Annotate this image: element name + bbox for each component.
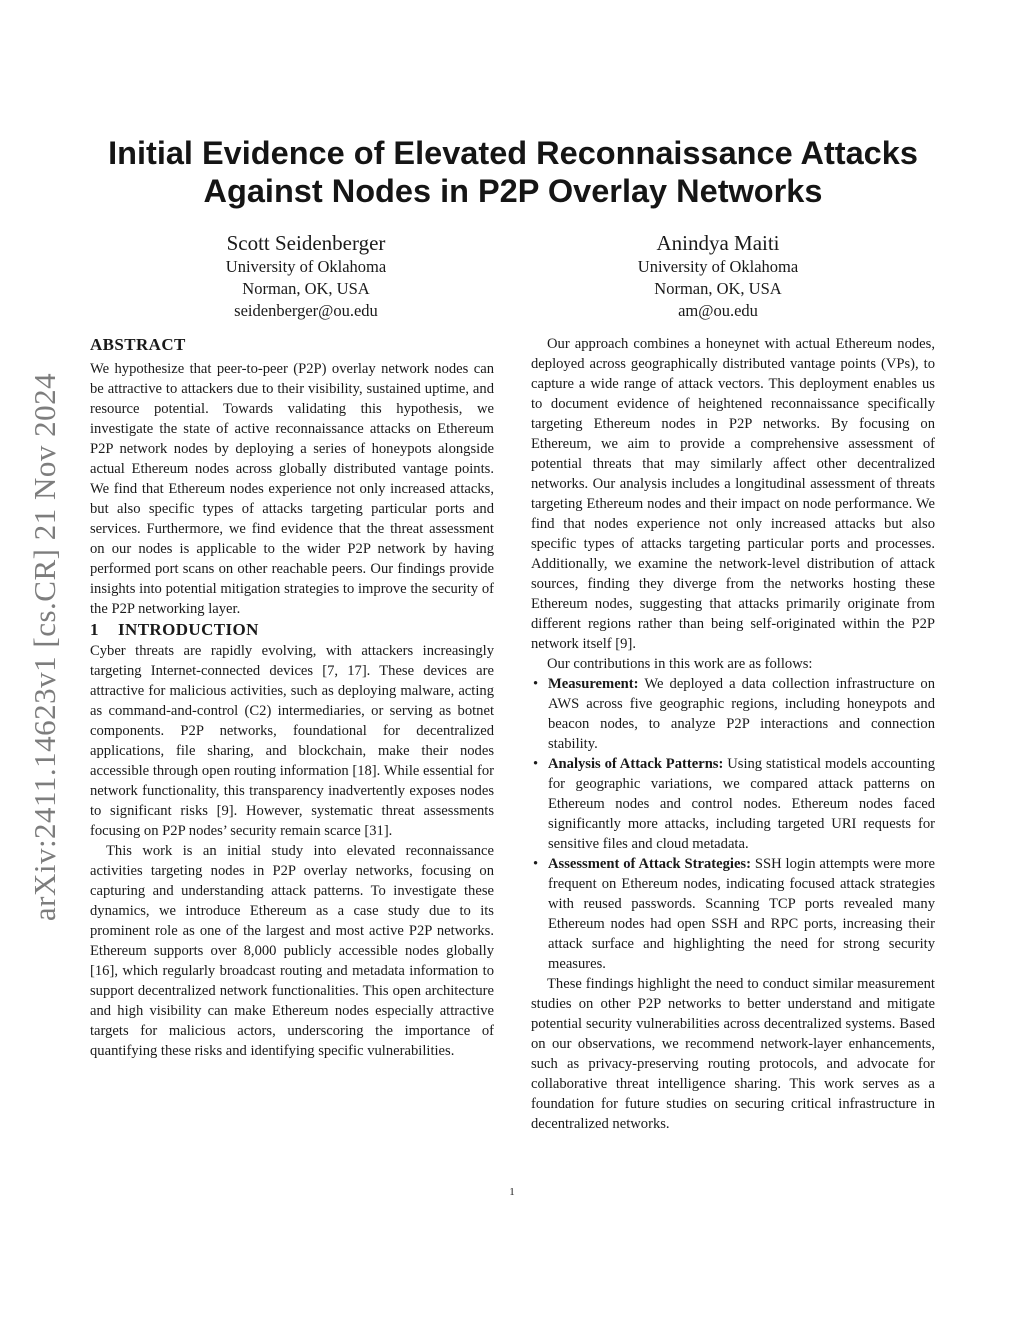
left-column [90, 334, 494, 1061]
contribution-text: SSH login attempts were more frequent on Ethereum nodes, indicating focused attack strategies with reused passwords. Scanning TCP ports revealed many Ethereum nodes had open SSH and RPC ports, increasing their attack surface and highlighting the need for strong security measures. [548, 856, 935, 972]
contribution-text: Using statistical models accounting for geographic variations, we compared attack patterns on Ethereum nodes and control nodes. Ethereum nodes faced significantly more attacks, including targeted URI requests for sensitive files and cloud metadata. [548, 756, 935, 852]
title-line-2: Against Nodes in P2P Overlay Networks [203, 173, 823, 209]
author-block-1 [126, 230, 486, 322]
arxiv-stamp [22, 0, 68, 1325]
list-item [531, 854, 935, 974]
list-item [531, 754, 935, 854]
abstract-text: We hypothesize that peer-to-peer (P2P) overlay network nodes can be attractive to attackers due to their visibility, sustained uptime, and resource potential. Towards validating this hypothesis, we investigate the state of active reconnaissance attacks on Ethereum P2P network nodes by deploying a series of honeypots alongside actual Ethereum nodes across globally distributed vantage points. We find that Ethereum nodes experience not only increased attacks, but also specific types of attacks targeting particular ports and services. Furthermore, we find evidence that the threat assessment on our nodes is applicable to the wider P2P network by having performed port scans on other reachable peers. Our findings provide insights into potential mitigation strategies to improve the security of the P2P networking layer. [90, 361, 494, 617]
bullet-icon: • [533, 676, 539, 692]
author-email: am@ou.edu [678, 301, 758, 320]
arxiv-identifier: arXiv:2411.14623v1 [cs.CR] 21 Nov 2024 [27, 372, 62, 922]
intro-paragraph-2: This work is an initial study into elevated reconnaissance activities targeting nodes in P2P overlay networks, focusing on capturing and understanding attack patterns. To investigate these dynamics, we introduce Ethereum as a case study due to its prominent role as one of the largest and most active P2P networks. Ethereum supports over 8,000 publicly accessible nodes globally [16], which regularly broadcast routing and metadata information to support decentralized network functionalities. This open architecture and high visibility can make Ethereum nodes especially attractive targets for malicious actors, underscoring the importance of quantifying these risks and identifying specific vulnerabilities. [90, 843, 494, 1059]
approach-paragraph: Our approach combines a honeynet with actual Ethereum nodes, deployed across geographically distributed vantage points (VPs), to capture a wide range of attack vectors. This deployment enables us to document evidence of heightened reconnaissance specifically targeting Ethereum nodes in P2P networks. By focusing on Ethereum, we aim to provide a comprehensive assessment of potential threats that may similarly affect other decentralized networks. Our analysis includes a longitudinal assessment of threats targeting Ethereum nodes and their impact on node performance. We find that nodes experience not only increased attacks but also specific types of attacks targeting particular ports and processes. Additionally, we examine the network-level distribution of attack sources, finding they diverge from the networks hosting these Ethereum nodes, suggesting that attacks primarily originate from different regions rather than being self-originated within the P2P network itself [9]. [531, 336, 935, 652]
contributions-list [531, 674, 935, 974]
list-item [531, 674, 935, 754]
author-location: Norman, OK, USA [654, 279, 782, 298]
contribution-text: We deployed a data collection infrastructure on AWS across five geographic regions, including honeypots and beacon nodes, to analyze P2P interactions and connection stability. [548, 676, 935, 752]
page-number: 1 [509, 1186, 515, 1198]
bullet-icon: • [533, 756, 539, 772]
author-name: Scott Seidenberger [226, 231, 386, 255]
author-affiliation: University of Oklahoma [225, 257, 387, 276]
contributions-intro: Our contributions in this work are as follows: [547, 656, 813, 672]
author-email: seidenberger@ou.edu [234, 301, 378, 320]
abstract-heading: ABSTRACT [90, 335, 186, 354]
paper-title [90, 134, 936, 210]
contribution-lead: Assessment of Attack Strategies: [548, 856, 751, 872]
author-affiliation: University of Oklahoma [637, 257, 799, 276]
author-block-2 [538, 230, 898, 322]
closing-paragraph: These findings highlight the need to conduct similar measurement studies on other P2P networks to better understand and mitigate potential security vulnerabilities across decentralized systems. Based on our observations, we recommend network-layer enhancements, such as privacy-preserving routing protocols, and advocate for collaborative threat intelligence sharing. This work serves as a foundation for future studies on securing critical infrastructure in decentralized networks. [531, 976, 935, 1132]
right-column [531, 334, 935, 1134]
author-name: Anindya Maiti [656, 231, 780, 255]
section-title: INTRODUCTION [118, 620, 259, 639]
bullet-icon: • [533, 856, 539, 872]
contribution-lead: Analysis of Attack Patterns: [548, 756, 724, 772]
intro-paragraph-1: Cyber threats are rapidly evolving, with attackers increasingly targeting Internet-connected devices [7, 17]. These devices are attractive for malicious activities, such as deploying malware, acting as command-and-control (C2) intermediaries, or serving as botnet components. P2P networks, foundational for decentralized applications, file sharing, and blockchain, make their nodes accessible through open routing information [18]. While essential for network functionality, this transparency inadvertently exposes nodes to significant risks [9]. However, systematic threat assessments focusing on P2P nodes’ security remain scarce [31]. [90, 643, 494, 839]
section-number: 1 [90, 620, 99, 639]
author-location: Norman, OK, USA [242, 279, 370, 298]
introduction-heading [90, 619, 494, 641]
contribution-lead: Measurement: [548, 676, 639, 692]
title-line-1: Initial Evidence of Elevated Reconnaissance Attacks [108, 135, 918, 171]
